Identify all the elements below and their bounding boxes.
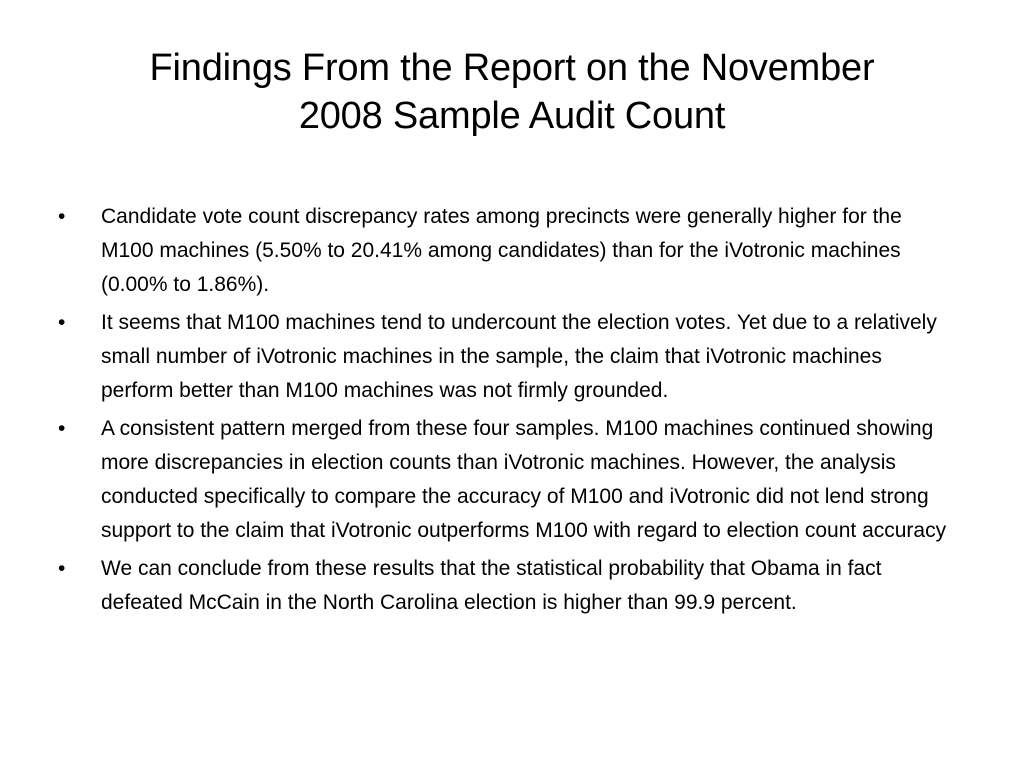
bullet-text-4: We can conclude from these results that the statistical probability that Obama in fact defeated McCain in the North Carolina election is higher than 99.9 percent. bbox=[101, 557, 882, 614]
bullet-item-1 bbox=[58, 200, 958, 302]
bullet-icon: • bbox=[58, 205, 66, 228]
slide-title-line-1: Findings From the Report on the November bbox=[149, 47, 875, 89]
bullet-text-1: Candidate vote count discrepancy rates among precincts were generally higher for the M100 machines (5.50% to 20.41% among candidates) than for the iVotronic machines (0.00% to 1.86%). bbox=[101, 205, 902, 296]
bullet-text-2: It seems that M100 machines tend to undercount the election votes. Yet due to a relatively small number of iVotronic machines in the sample, the claim that iVotronic machines perform better than M100 machines was not firmly grounded. bbox=[101, 311, 937, 402]
bullet-item-2 bbox=[58, 306, 958, 408]
bullet-item-4 bbox=[58, 552, 958, 620]
bullet-icon: • bbox=[58, 311, 66, 334]
bullet-item-3 bbox=[58, 412, 958, 548]
bullet-icon: • bbox=[58, 417, 66, 440]
slide-title-line-2: 2008 Sample Audit Count bbox=[298, 95, 726, 137]
slide-title bbox=[80, 44, 944, 140]
bullet-icon: • bbox=[58, 557, 66, 580]
bullet-list bbox=[58, 200, 958, 624]
bullet-text-3: A consistent pattern merged from these four samples. M100 machines continued showing more discrepancies in election counts than iVotronic machines. However, the analysis conducted specifically to compare the accuracy of M100 and iVotronic did not lend strong support to the claim that iVotronic outperforms M100 with regard to election count accuracy bbox=[101, 417, 947, 542]
